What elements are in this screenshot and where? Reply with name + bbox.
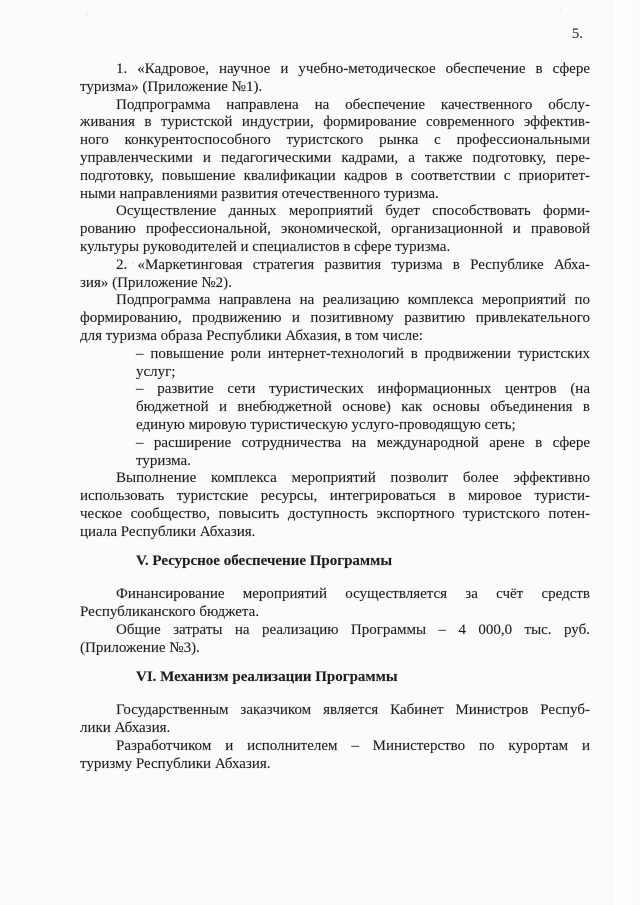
text-line: – расширение сотрудничества на международной арене в сфере <box>136 434 590 451</box>
text-line: услуг; <box>136 363 176 380</box>
text-line: – развитие сети туристических информационных центров (на <box>136 381 590 398</box>
text-line: Осуществление данных мероприятий будет способствовать форми- <box>116 203 590 220</box>
text-line: Разработчиком и исполнителем – Министерство по курортам и <box>116 737 590 754</box>
text-line: (Приложение №3). <box>80 639 200 656</box>
text-line: зия» (Приложение №2). <box>80 274 232 291</box>
text-line: туризма. <box>136 452 191 469</box>
text-line: Общие затраты на реализацию Программы – 4 000,0 тыс. руб. <box>116 621 590 638</box>
text-line: ного конкурентоспособного туристского рынка с профессиональными <box>80 132 590 149</box>
scan-edge-artifact <box>614 0 632 905</box>
text-line: подготовку, повышение квалификации кадров в соответствии с приоритет- <box>80 167 590 184</box>
section-heading-vi: VI. Механизм реализации Программы <box>136 668 398 685</box>
section-heading-v: V. Ресурсное обеспечение Программы <box>136 552 393 569</box>
text-line: туризма» (Приложение №1). <box>80 78 263 95</box>
text-line: для туризма образа Республики Абхазия, в том числе: <box>80 327 423 344</box>
text-line: единую мировую туристическую услуго-проводящую сеть; <box>136 416 516 433</box>
paragraph <box>80 61 590 97</box>
text-line: – повышение роли интернет-технологий в продвижении туристских <box>136 345 590 362</box>
text-line: формированию, продвижению и позитивному развитию привлекательного <box>80 310 590 327</box>
paragraph <box>80 586 590 622</box>
text-line: ными направлениями развития отечественного туризма. <box>80 185 439 202</box>
list-item <box>80 381 590 434</box>
paragraph <box>80 622 590 658</box>
text-line: 1. «Кадровое, научное и учебно-методическое обеспечение в сфере <box>116 61 590 77</box>
text-line: рованию профессиональной, экономической, организационной и правовой <box>80 221 590 238</box>
text-line: культуры руководителей и специалистов в сфере туризма. <box>80 238 451 255</box>
paragraph <box>80 470 590 541</box>
paragraph <box>80 292 590 345</box>
text-line: живания в туристской индустрии, формирование современного эффектив- <box>80 114 590 131</box>
paragraph <box>80 702 590 738</box>
text-line: использовать туристские ресурсы, интегрироваться в мировое туристи- <box>80 488 590 505</box>
page-number: 5. <box>571 26 583 42</box>
text-line: бюджетной и внебюджетной основе) как основы объединения в <box>136 399 590 416</box>
list-item <box>80 435 590 471</box>
paragraph <box>80 203 590 256</box>
text-line: Государственным заказчиком является Кабинет Министров Респуб- <box>116 702 590 719</box>
text-line: Подпрограмма направлена на реализацию комплекса мероприятий по <box>116 292 590 309</box>
text-line: лики Абхазия. <box>80 720 171 737</box>
text-line: циала Республики Абхазия. <box>80 523 256 540</box>
text-line: ческое сообщество, повысить доступность экспортного туристского потен- <box>80 505 590 522</box>
text-line: Республиканского бюджета. <box>80 604 260 621</box>
text-line: туризму Республики Абхазия. <box>80 755 271 772</box>
text-line: Финансирование мероприятий осуществляется за счёт средств <box>116 586 590 603</box>
paragraph <box>80 738 590 774</box>
document-body <box>80 61 590 773</box>
scan-speck <box>560 9 562 11</box>
list-item <box>80 346 590 382</box>
text-line: управленческими и педагогическими кадрами, а также подготовку, пере- <box>80 149 590 166</box>
text-line: Подпрограмма направлена на обеспечение качественного обслу- <box>116 96 590 113</box>
text-line: 2. «Маркетинговая стратегия развития туризма в Республике Абха- <box>116 256 590 273</box>
text-line: Выполнение комплекса мероприятий позволит более эффективно <box>116 470 590 487</box>
paragraph <box>80 97 590 204</box>
scan-speck <box>86 13 89 15</box>
paragraph <box>80 257 590 293</box>
